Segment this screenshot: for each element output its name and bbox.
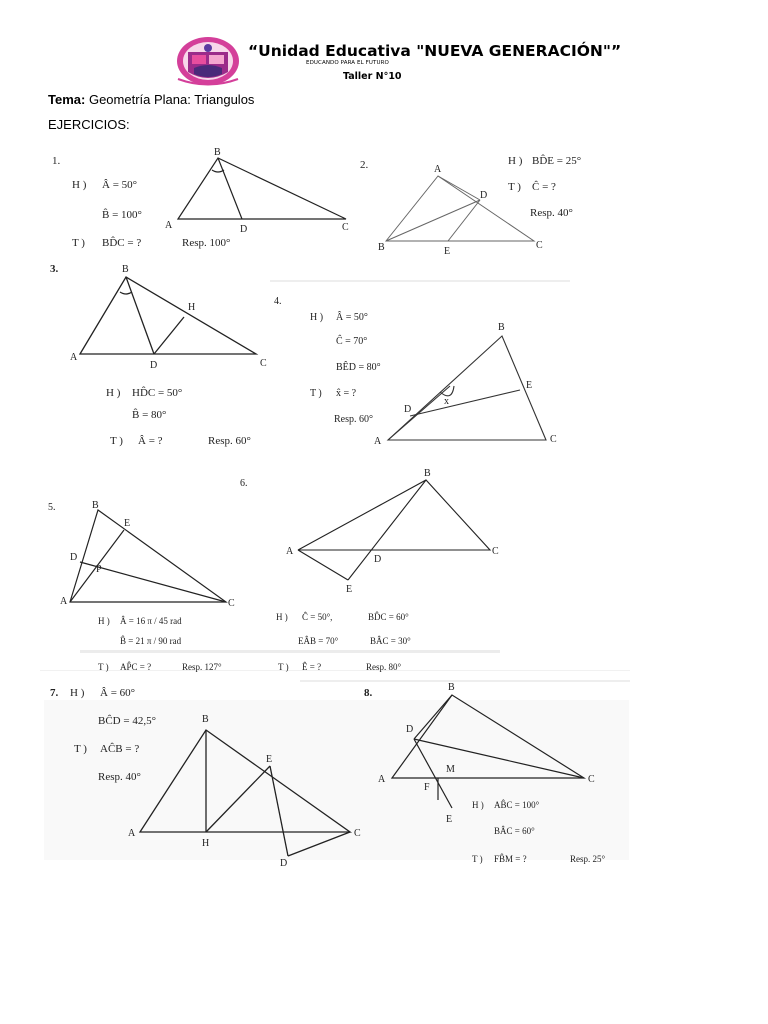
- topic-line: [48, 92, 254, 107]
- point-label: C: [536, 240, 543, 251]
- point-label: H: [202, 838, 210, 849]
- exercise-h-label: H ): [70, 687, 85, 699]
- exercise-t-label: T ): [110, 435, 123, 447]
- answer-text: Resp. 60°: [208, 435, 251, 447]
- point-label: E: [266, 754, 273, 765]
- exercise-h-label: H ): [508, 155, 523, 167]
- question-text: FB̂M = ?: [494, 854, 527, 864]
- answer-text: Resp. 100°: [182, 237, 231, 249]
- question-text: BD̂C = ?: [102, 237, 142, 249]
- exercise-t-label: T ): [72, 237, 85, 249]
- triangle-figure: [298, 480, 490, 580]
- topic-value: Geometría Plana: Triangulos: [88, 92, 255, 107]
- given-line: BÊD = 80°: [336, 362, 381, 373]
- given-line: B̂ = 100°: [102, 209, 142, 221]
- point-label: E: [526, 380, 533, 391]
- exercise-h-label: H ): [98, 616, 110, 626]
- exercise-number: 1.: [52, 155, 61, 167]
- point-label: C: [492, 546, 499, 557]
- exercise-4: [274, 296, 557, 447]
- point-label: B: [498, 322, 505, 333]
- point-label: C: [342, 222, 349, 233]
- exercise-t-label: T ): [98, 662, 109, 672]
- exercise-number: 4.: [274, 296, 282, 307]
- given-line: BÂC = 60°: [494, 826, 535, 836]
- answer-text: Resp. 60°: [334, 414, 373, 425]
- point-label: A: [60, 596, 68, 607]
- exercise-number: 3.: [50, 263, 59, 275]
- point-label: A: [128, 828, 136, 839]
- worksheet-title: Taller N°10: [343, 71, 402, 82]
- given-line: BD̂E = 25°: [532, 155, 582, 167]
- point-label: D: [240, 224, 248, 235]
- exercise-number: 6.: [240, 478, 248, 489]
- exercise-3: [50, 263, 267, 447]
- point-label: M: [446, 764, 455, 775]
- point-label: A: [286, 546, 294, 557]
- exercise-6: [240, 468, 499, 672]
- point-label: E: [444, 246, 451, 257]
- exercise-h-label: H ): [472, 800, 484, 810]
- answer-text: Resp. 25°: [570, 854, 606, 864]
- point-label: D: [374, 554, 382, 565]
- triangle-figure: [70, 510, 226, 602]
- point-label: D: [150, 360, 158, 371]
- point-label: C: [550, 434, 557, 445]
- point-label: A: [165, 220, 173, 231]
- given-line: Â = 50°: [336, 312, 368, 323]
- question-text: Ĉ = ?: [532, 181, 556, 193]
- point-label: A: [374, 436, 382, 447]
- point-label: A: [434, 164, 442, 175]
- topic-label: Tema:: [48, 92, 86, 107]
- exercise-h-label: H ): [310, 312, 324, 323]
- point-label: B: [214, 147, 221, 158]
- question-text: Ê = ?: [302, 662, 322, 672]
- triangle-figure: [80, 277, 256, 354]
- point-label: F: [424, 782, 430, 793]
- point-label: C: [354, 828, 361, 839]
- answer-text: Resp. 127°: [182, 662, 222, 672]
- given-line: Â = 60°: [100, 687, 136, 699]
- point-label: P: [96, 564, 102, 575]
- point-label: B: [122, 264, 129, 275]
- exercise-t-label: T ): [74, 743, 87, 755]
- triangle-figure: [388, 336, 546, 440]
- point-label: x: [444, 396, 449, 407]
- exercise-t-label: T ): [278, 662, 289, 672]
- exercise-t-label: T ): [508, 181, 521, 193]
- point-label: D: [404, 404, 412, 415]
- school-logo: [174, 34, 242, 88]
- point-label: C: [588, 774, 595, 785]
- point-label: B: [202, 714, 209, 725]
- point-label: E: [124, 518, 131, 529]
- exercise-number: 8.: [364, 687, 373, 699]
- given-line: B̂ = 80°: [132, 409, 167, 421]
- exercise-t-label: T ): [472, 854, 483, 864]
- triangle-figure: [178, 158, 346, 219]
- point-label: C: [228, 598, 235, 609]
- given-line: BD̂C = 60°: [368, 612, 409, 622]
- point-label: B: [92, 500, 99, 511]
- point-label: A: [70, 352, 78, 363]
- point-label: H: [188, 302, 196, 313]
- question-text: AP̂C = ?: [120, 662, 152, 672]
- exercise-number: 5.: [48, 502, 56, 513]
- exercise-2: [360, 154, 581, 257]
- given-line: Ĉ = 50°,: [302, 612, 333, 622]
- point-label: D: [70, 552, 78, 563]
- given-line: HD̂C = 50°: [132, 387, 183, 399]
- given-line: Ĉ = 70°: [336, 336, 368, 347]
- point-label: B: [378, 242, 385, 253]
- exercises-heading: EJERCICIOS:: [48, 117, 130, 132]
- exercise-h-label: H ): [72, 179, 87, 191]
- given-line: AB̂C = 100°: [494, 800, 540, 810]
- point-label: A: [378, 774, 386, 785]
- given-line: Â = 16 π / 45 rad: [120, 616, 182, 626]
- exercise-h-label: H ): [276, 612, 288, 622]
- question-text: Â = ?: [138, 435, 163, 447]
- point-label: D: [480, 190, 488, 201]
- given-line: Â = 50°: [102, 179, 138, 191]
- answer-text: Resp. 40°: [98, 771, 141, 783]
- point-label: C: [260, 358, 267, 369]
- scanned-exercises: [40, 140, 630, 875]
- exercise-number: 2.: [360, 159, 369, 171]
- given-line: BÂC = 30°: [370, 636, 411, 646]
- point-label: B: [424, 468, 431, 479]
- given-line: BĈD = 42,5°: [98, 715, 156, 727]
- exercise-number: 7.: [50, 687, 59, 699]
- given-line: EÂB = 70°: [298, 636, 339, 646]
- given-line: B̂ = 21 π / 90 rad: [120, 636, 182, 646]
- answer-text: Resp. 40°: [530, 207, 573, 219]
- point-label: E: [446, 814, 453, 825]
- exercise-5: [48, 500, 235, 672]
- point-label: D: [406, 724, 414, 735]
- question-text: AĈB = ?: [100, 743, 140, 755]
- point-label: D: [280, 858, 288, 869]
- exercise-t-label: T ): [310, 388, 322, 399]
- school-motto: EDUCANDO PARA EL FUTURO: [306, 60, 389, 66]
- point-label: E: [346, 584, 353, 595]
- answer-text: Resp. 80°: [366, 662, 402, 672]
- exercise-h-label: H ): [106, 387, 121, 399]
- question-text: x̂ = ?: [336, 388, 357, 399]
- point-label: B: [448, 682, 455, 693]
- exercise-1: [52, 147, 349, 249]
- school-name: “Unidad Educativa "NUEVA GENERACIÓN"”: [248, 42, 622, 60]
